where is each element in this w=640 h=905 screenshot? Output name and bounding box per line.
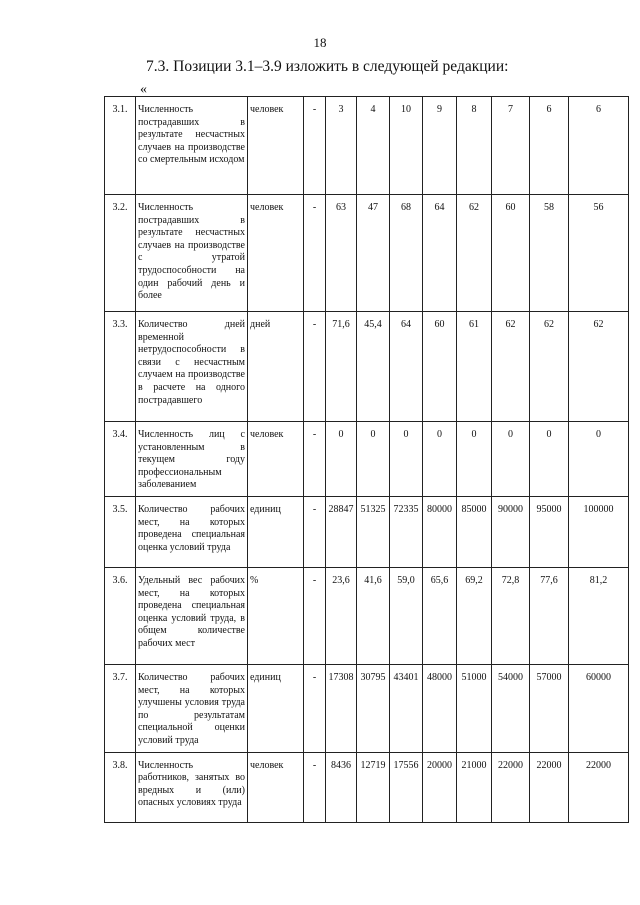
indicator-name: Удельный вес рабочих мест, на которых проведена специальная оценка условий труда, в общем количестве рабочих мест (136, 568, 248, 665)
value-cell: 63 (326, 195, 357, 312)
row-number: 3.6. (105, 568, 136, 665)
value-cell: 61 (457, 312, 492, 422)
base-value-cell: - (304, 497, 326, 568)
value-cell: 7 (492, 97, 530, 195)
value-cell: 60 (423, 312, 457, 422)
unit-cell: % (248, 568, 304, 665)
indicator-name: Численность работников, занятых во вредных и (или) опасных условиях труда (136, 752, 248, 822)
base-value-cell: - (304, 665, 326, 753)
value-cell: 22000 (492, 752, 530, 822)
unit-cell: человек (248, 422, 304, 497)
value-cell: 100000 (569, 497, 629, 568)
value-cell: 28847 (326, 497, 357, 568)
unit-cell: дней (248, 312, 304, 422)
unit-cell: человек (248, 752, 304, 822)
value-cell: 95000 (530, 497, 569, 568)
value-cell: 41,6 (357, 568, 390, 665)
row-number: 3.8. (105, 752, 136, 822)
value-cell: 22000 (569, 752, 629, 822)
value-cell: 23,6 (326, 568, 357, 665)
value-cell: 77,6 (530, 568, 569, 665)
indicator-name: Количество дней временной нетрудоспособности в связи с несчастным случаем на производстве в расчете на одного пострадавшего (136, 312, 248, 422)
value-cell: 6 (530, 97, 569, 195)
row-number: 3.2. (105, 195, 136, 312)
value-cell: 64 (390, 312, 423, 422)
value-cell: 0 (423, 422, 457, 497)
value-cell: 72,8 (492, 568, 530, 665)
row-number: 3.5. (105, 497, 136, 568)
value-cell: 3 (326, 97, 357, 195)
value-cell: 22000 (530, 752, 569, 822)
value-cell: 0 (569, 422, 629, 497)
unit-cell: человек (248, 195, 304, 312)
indicator-name: Количество рабочих мест, на которых проведена специальная оценка условий труда (136, 497, 248, 568)
table-row (105, 568, 629, 665)
value-cell: 62 (457, 195, 492, 312)
value-cell: 54000 (492, 665, 530, 753)
value-cell: 51000 (457, 665, 492, 753)
value-cell: 59,0 (390, 568, 423, 665)
value-cell: 81,2 (569, 568, 629, 665)
section-heading: 7.3. Позиции 3.1–3.9 изложить в следующей редакции: (146, 58, 509, 75)
value-cell: 58 (530, 195, 569, 312)
value-cell: 90000 (492, 497, 530, 568)
value-cell: 17308 (326, 665, 357, 753)
table-row (105, 312, 629, 422)
value-cell: 21000 (457, 752, 492, 822)
row-number: 3.3. (105, 312, 136, 422)
value-cell: 0 (492, 422, 530, 497)
value-cell: 4 (357, 97, 390, 195)
value-cell: 62 (530, 312, 569, 422)
indicator-name: Численность пострадавших в результате несчастных случаев на производстве со смертельным исходом (136, 97, 248, 195)
value-cell: 0 (357, 422, 390, 497)
table-row (105, 497, 629, 568)
value-cell: 51325 (357, 497, 390, 568)
row-number: 3.7. (105, 665, 136, 753)
unit-cell: единиц (248, 497, 304, 568)
opening-quote: « (140, 82, 147, 97)
value-cell: 10 (390, 97, 423, 195)
unit-cell: единиц (248, 665, 304, 753)
value-cell: 56 (569, 195, 629, 312)
value-cell: 12719 (357, 752, 390, 822)
table-row (105, 97, 629, 195)
table-row (105, 665, 629, 753)
value-cell: 80000 (423, 497, 457, 568)
value-cell: 62 (569, 312, 629, 422)
value-cell: 43401 (390, 665, 423, 753)
value-cell: 0 (457, 422, 492, 497)
value-cell: 72335 (390, 497, 423, 568)
value-cell: 64 (423, 195, 457, 312)
value-cell: 60 (492, 195, 530, 312)
value-cell: 71,6 (326, 312, 357, 422)
value-cell: 85000 (457, 497, 492, 568)
value-cell: 8436 (326, 752, 357, 822)
value-cell: 20000 (423, 752, 457, 822)
value-cell: 0 (530, 422, 569, 497)
table-row (105, 752, 629, 822)
base-value-cell: - (304, 312, 326, 422)
value-cell: 65,6 (423, 568, 457, 665)
indicator-name: Численность лиц с установленным в текущем году профессиональным заболеванием (136, 422, 248, 497)
value-cell: 62 (492, 312, 530, 422)
value-cell: 45,4 (357, 312, 390, 422)
value-cell: 60000 (569, 665, 629, 753)
value-cell: 48000 (423, 665, 457, 753)
base-value-cell: - (304, 97, 326, 195)
base-value-cell: - (304, 195, 326, 312)
row-number: 3.1. (105, 97, 136, 195)
base-value-cell: - (304, 422, 326, 497)
value-cell: 68 (390, 195, 423, 312)
value-cell: 30795 (357, 665, 390, 753)
base-value-cell: - (304, 568, 326, 665)
unit-cell: человек (248, 97, 304, 195)
table-row (105, 195, 629, 312)
value-cell: 8 (457, 97, 492, 195)
value-cell: 57000 (530, 665, 569, 753)
base-value-cell: - (304, 752, 326, 822)
indicator-name: Численность пострадавших в результате несчастных случаев на производстве с утратой трудоспособности на один рабочий день и более (136, 195, 248, 312)
row-number: 3.4. (105, 422, 136, 497)
value-cell: 9 (423, 97, 457, 195)
value-cell: 47 (357, 195, 390, 312)
indicator-name: Количество рабочих мест, на которых улучшены условия труда по результатам специальной оценки условий труда (136, 665, 248, 753)
value-cell: 6 (569, 97, 629, 195)
value-cell: 69,2 (457, 568, 492, 665)
value-cell: 17556 (390, 752, 423, 822)
page-number: 18 (313, 35, 327, 50)
value-cell: 0 (390, 422, 423, 497)
indicators-table (104, 96, 629, 823)
table-row (105, 422, 629, 497)
value-cell: 0 (326, 422, 357, 497)
